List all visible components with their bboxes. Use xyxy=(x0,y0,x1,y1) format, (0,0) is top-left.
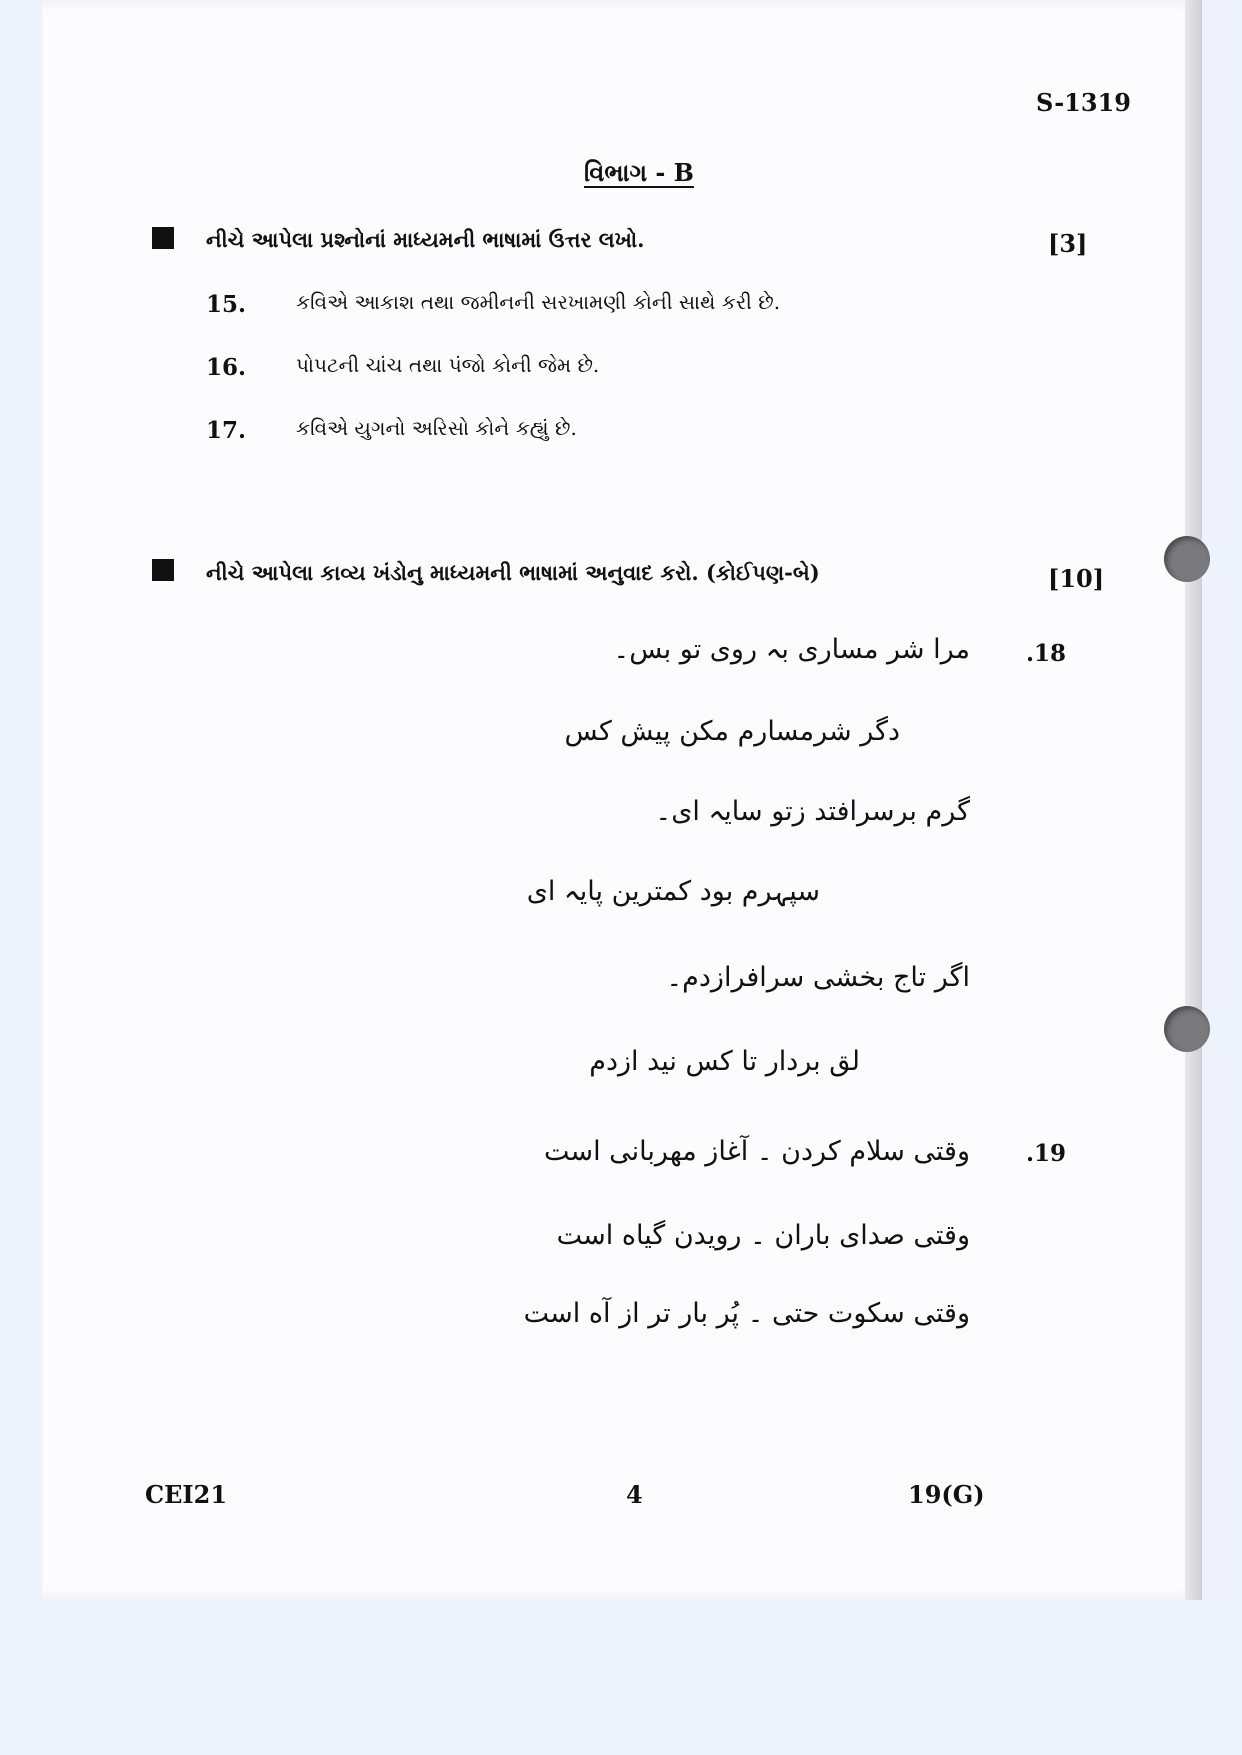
poem-19-line-1: وقتی سلام کردن ۔ آغاز مهربانی است xyxy=(543,1136,970,1167)
poem-18-line-6: لق بردار تا کس نید ازدم xyxy=(589,1046,860,1077)
page-edge xyxy=(1185,0,1202,1600)
punch-hole-top xyxy=(1164,536,1210,582)
poem-19-line-2: وقتی صدای باران ۔ رویدن گیاه است xyxy=(556,1220,970,1251)
bullet-square-icon xyxy=(152,227,174,249)
marks-translate: [10] xyxy=(1048,564,1105,593)
question-15-number: 15. xyxy=(206,291,247,318)
question-18-number: .18 xyxy=(1026,640,1067,667)
footer-set-code: 19(G) xyxy=(908,1480,985,1509)
poem-18-line-2: دگر شرمسارم مکن پیش کس xyxy=(564,716,900,747)
question-17-number: 17. xyxy=(206,417,247,444)
question-16-number: 16. xyxy=(206,354,247,381)
question-17-text: કવિએ યુગનો અરિસો કોને કહ્યું છે. xyxy=(296,416,577,440)
question-16-text: પોપટની ચાંચ તથા પંજો કોની જેમ છે. xyxy=(296,353,600,377)
poem-19-line-3: وقتی سکوت حتی ۔ پُر بار تر از آه است xyxy=(523,1298,970,1329)
footer-code: CEI21 xyxy=(145,1480,228,1509)
paper-code: S-1319 xyxy=(1036,88,1131,117)
bullet-square-icon xyxy=(152,559,174,581)
poem-18-line-3: گرم برسرافتد زتو سایہ ای۔ xyxy=(655,796,970,827)
marks-answer: [3] xyxy=(1048,229,1088,258)
instruction-translate: નીચે આપેલા કાવ્ય ખંડોનુ માધ્યમની ભાષામાં અનુવાદ કરો. (કોઈપણ-બે) xyxy=(206,560,820,585)
question-19-number: .19 xyxy=(1026,1140,1067,1167)
poem-18-line-4: سپہرم بود کمترین پایہ ای xyxy=(526,876,820,907)
footer-page-number: 4 xyxy=(626,1480,643,1509)
punch-hole-bottom xyxy=(1164,1006,1210,1052)
poem-18-line-1: مرا شر مساری بہ روی تو بس۔ xyxy=(613,634,970,665)
poem-18-line-5: اگر تاج بخشی سرافرازدم۔ xyxy=(666,962,970,993)
section-title: વિભાગ - B xyxy=(584,158,694,187)
question-15-text: કવિએ આકાશ તથા જમીનની સરખામણી કોની સાથે કરી છે. xyxy=(296,290,781,314)
instruction-answer: નીચે આપેલા પ્રશ્નોનાં માધ્યમની ભાષામાં ઉત્તર લખો. xyxy=(206,227,645,252)
